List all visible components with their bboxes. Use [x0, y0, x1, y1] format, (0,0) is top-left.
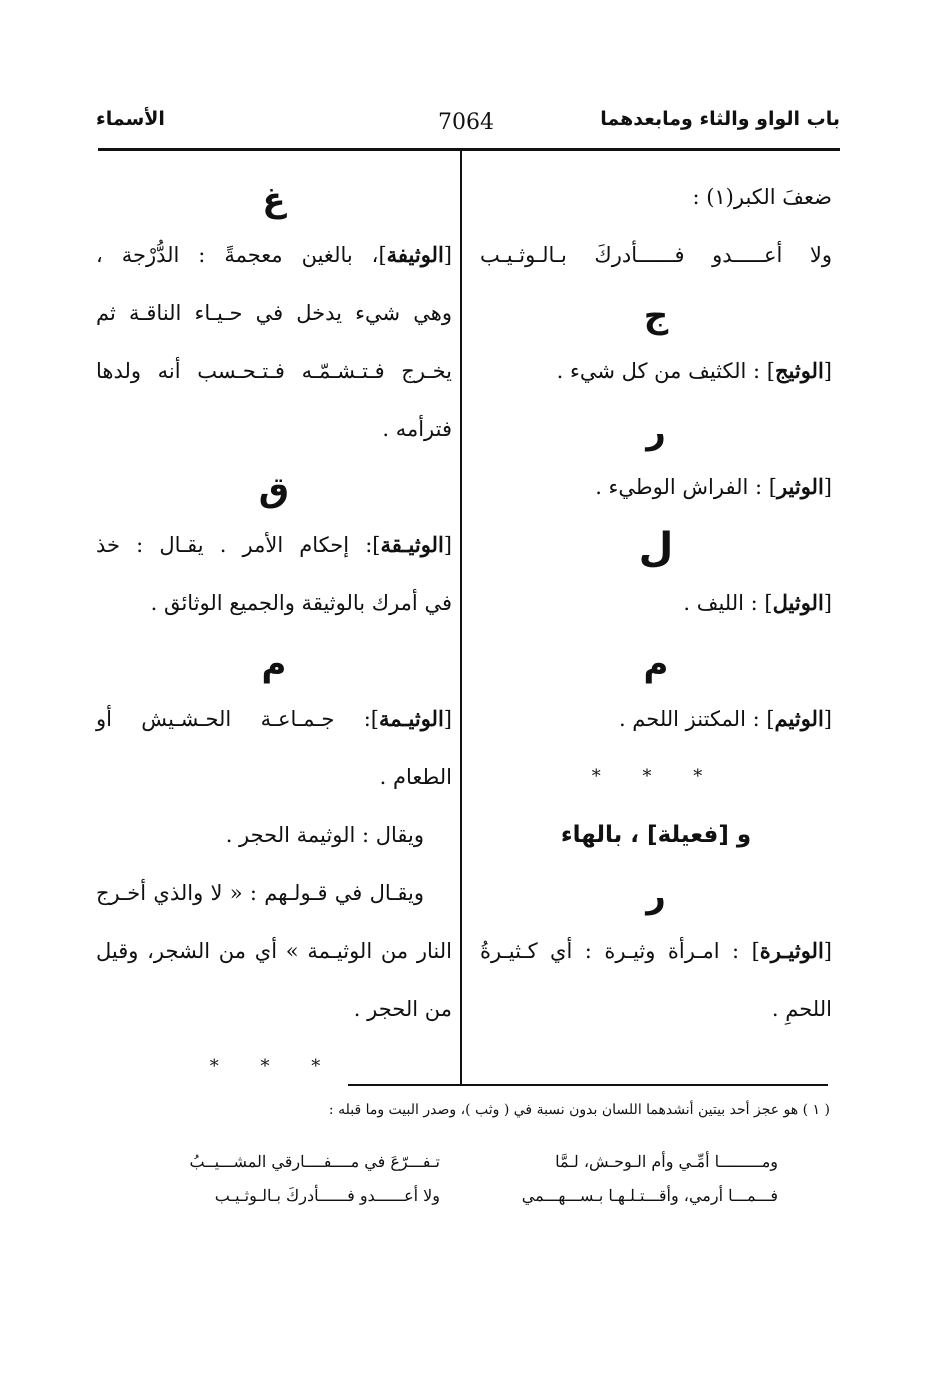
running-title-right: باب الواو والثاء ومابعدهما [600, 108, 840, 130]
headword: الوثيـمة [378, 706, 444, 731]
entry-wathiqa: [الوثيـقة]: إحكام الأمر . يقـال : خذ [96, 532, 452, 557]
letter-heading-ghayn: غ [262, 180, 286, 220]
definition: الفراش الوطيء . [595, 475, 749, 499]
headword: الوثيـرة [759, 938, 824, 963]
footnote-rule [348, 1084, 828, 1086]
verse-line: ولا أعـــــدو فــــــأدركَ بـالـوثـيـب [480, 243, 832, 267]
section-separator: * * * [209, 1056, 339, 1077]
section-separator: * * * [591, 766, 721, 787]
letter-heading-lam: ل [638, 525, 674, 571]
page-number: 7064 [438, 110, 494, 135]
letter-heading-mim: م [643, 644, 669, 684]
headword: الوثيفة [386, 242, 444, 267]
text-line: النار من الوثيـمة » أي من الشجر، وقيل [96, 939, 452, 963]
column-divider [460, 150, 462, 1084]
entry-wathim: [الوثيم] : المكتنز اللحم . [618, 706, 832, 731]
definition: امـرأة وثيـرة : أي كـثيـرةُ [480, 939, 720, 963]
text-line: اللحمِ . [771, 997, 832, 1021]
right-column [480, 168, 832, 1038]
entry-wathira: [الوثيـرة] : امـرأة وثيـرة : أي كـثيـرةُ [480, 938, 832, 963]
footnote-verse-2a: فـــمـــا أرمي، وأقـــتـلـهـا بـســـهـــمي [521, 1186, 778, 1205]
headword: الوثيم [774, 706, 824, 731]
text-line: الطعام . [379, 765, 452, 789]
text-line: يخـرج فـتـشـمّـه فـتـحـسب أنه ولدها [96, 359, 452, 383]
definition: الليف . [683, 591, 744, 615]
letter-heading-mim: م [261, 644, 287, 684]
headword: الوثير [776, 474, 824, 499]
entry-wathil: [الوثيل] : الليف . [683, 590, 832, 615]
text-line: وهي شيء يدخل في حـيـاء الناقـة ثم [96, 301, 452, 325]
definition: المكتنز اللحم . [618, 707, 746, 731]
text-line: ويقـال في قـولـهم : « لا والذي أخـرج [96, 881, 424, 905]
text-line: من الحجر . [353, 997, 452, 1021]
definition: الكثيف من كل شيء . [556, 359, 747, 383]
entry-wathij: [الوثيج] : الكثيف من كل شيء . [556, 358, 832, 383]
running-title-left: الأسماء [96, 108, 165, 130]
entry-wathima: [الوثيـمة]: جـمـاعـة الحـشـيش أو [96, 706, 452, 731]
text-line: فترأمه . [382, 417, 452, 441]
footnote-verse-1a: ومـــــــــا أمِّـي وأم الـوحـش، لـمَّا [555, 1152, 778, 1171]
letter-heading-ra: ر [646, 412, 666, 452]
section-heading: و [فعيلة] ، بالهاء [560, 822, 752, 848]
headword: الوثيل [772, 590, 824, 615]
page-header [96, 108, 840, 148]
letter-heading-jim: ج [643, 296, 669, 336]
headword: الوثيـقة [380, 532, 444, 557]
header-rule [98, 148, 840, 151]
text-line: ويقال : الوثيمة الحجر . [225, 823, 424, 847]
entry-wathir: [الوثير] : الفراش الوطيء . [595, 474, 832, 499]
footnote-text: ( ١ ) هو عجز أحد بيتين أنشدهما اللسان بدون نسبة في ( وثب )، وصدر البيت وما قبله : [328, 1102, 830, 1118]
letter-heading-qaf: ق [258, 470, 290, 510]
text-line: ضعفَ الكبر(١) : [692, 185, 832, 209]
entry-wathifa: [الوثيفة]، بالغين معجمةً : الدُّرْجة ، [96, 242, 452, 267]
footnote-verse-2b: ولا أعــــــدو فــــــأدركَ بـالـوثـيـب [214, 1186, 440, 1205]
footnote-verse-1b: تـفـــرّعَ في مــــفــــارقي المشـــيــبُ [189, 1152, 440, 1171]
text-line: في أمرك بالوثيقة والجميع الوثائق . [150, 591, 452, 615]
letter-heading-ra-2: ر [646, 876, 666, 916]
section-heading-word: فعيلة [657, 822, 719, 848]
left-column [96, 168, 452, 1096]
headword: الوثيج [774, 358, 824, 383]
